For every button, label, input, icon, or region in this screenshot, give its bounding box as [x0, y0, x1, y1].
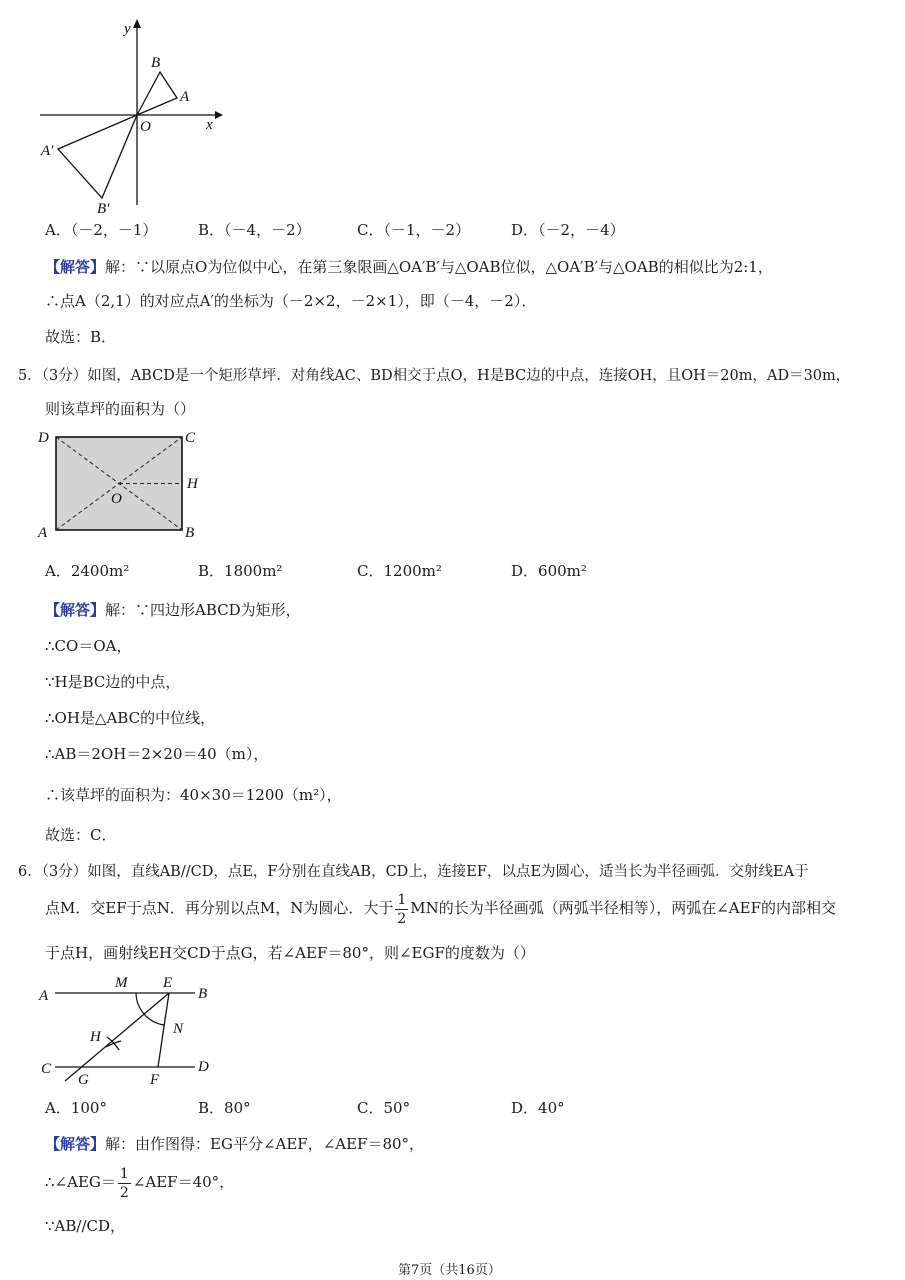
label-B: B: [185, 525, 195, 541]
label-E: E: [163, 975, 173, 991]
q5-stem-line-2: 则该草坪的面积为（）: [45, 400, 196, 418]
q4-solution-line-2: ∴点A（2,1）的对应点A′的坐标为（－2×2，－2×1），即（－4，－2）．: [45, 292, 537, 310]
q6-solution-line-2: [45, 1162, 234, 1202]
q5-stem-line-1: 5．（3分）如图，ABCD是一个矩形草坪．对角线AC、BD相交于点O，H是BC边的中点，连接OH，且OH＝20m，AD＝30m，: [18, 368, 851, 384]
q6-stem-line-3: 于点H，画射线EH交CD于点G，若∠AEF＝80°，则∠EGF的度数为（）: [45, 944, 535, 962]
option-b: B．80°: [198, 1099, 251, 1117]
ray-EG: [65, 993, 169, 1081]
y-axis-arrow: [133, 19, 141, 28]
label-B-prime: B′: [97, 201, 110, 215]
label-D: D: [38, 430, 49, 446]
figure-rectangle-lawn: [35, 425, 215, 545]
q6-sol1: 解：由作图得：EG平分∠AEF，∠AEF＝80°，: [105, 1135, 425, 1153]
fraction-one-half: $\frac{1}{2}$: [397, 891, 407, 927]
label-N: N: [173, 1021, 184, 1037]
q6-stem2a: 点M．交EF于点N．再分别以点M，N为圆心．大于: [45, 899, 394, 917]
q5-solution-line-1: [45, 599, 301, 620]
q6-stem2b: MN的长为半径画弧（两弧半径相等），两弧在∠AEF的内部相交: [410, 899, 836, 917]
figure-coordinate-triangles: [30, 15, 230, 215]
label-C: C: [185, 430, 196, 446]
label-y: y: [124, 21, 131, 37]
label-M: M: [115, 975, 128, 991]
figure-parallel-lines: [35, 970, 220, 1090]
option-d: D．40°: [511, 1099, 565, 1117]
label-B: B: [151, 55, 161, 71]
answer-tag: 【解答】: [45, 601, 106, 619]
option-a: A．2400m²: [45, 562, 130, 580]
label-O: O: [140, 119, 151, 135]
label-D: D: [198, 1059, 209, 1075]
option-c: C．1200m²: [357, 562, 442, 580]
q5-solution-line-6: ∴该草坪的面积为：40×30＝1200（m²），: [45, 786, 342, 804]
option-c: C．（－1，－2）: [357, 221, 471, 239]
option-b: B．1800m²: [198, 562, 283, 580]
q5-solution-line-3: ∵H是BC边的中点，: [45, 673, 181, 691]
q6-solution-line-3: ∵AB//CD，: [45, 1217, 126, 1235]
q4-solution-line-3: 故选：B．: [45, 328, 117, 346]
segment-EF: [158, 993, 169, 1067]
q4-sol1: 解：∵以原点O为位似中心，在第三象限画△OA′B′与△OAB位似，△OA′B′与△OAB的相似比为2:1，: [105, 258, 773, 276]
q6-stem-line-2: [45, 888, 836, 928]
q5-solution-line-4: ∴OH是△ABC的中位线，: [45, 709, 216, 727]
label-H: H: [187, 476, 198, 492]
option-a: A．100°: [45, 1099, 107, 1117]
answer-tag: 【解答】: [45, 1135, 106, 1153]
label-A: A: [39, 988, 49, 1004]
q5-solution-line-7: 故选：C．: [45, 826, 117, 844]
label-H: H: [90, 1029, 101, 1045]
label-A: A: [180, 89, 190, 105]
label-A: A: [38, 525, 48, 541]
label-F: F: [150, 1072, 160, 1088]
q5-sol1: 解：∵四边形ABCD为矩形，: [105, 601, 301, 619]
answer-tag: 【解答】: [45, 258, 106, 276]
q6-sol2b: ∠AEF＝40°，: [132, 1173, 235, 1191]
label-A-prime: A′: [41, 143, 54, 159]
label-x: x: [206, 117, 213, 133]
q6-stem-line-1: 6．（3分）如图，直线AB//CD，点E，F分别在直线AB，CD上，连接EF，以点E为圆心，适当长为半径画弧．交射线EA于: [18, 864, 809, 880]
label-B: B: [198, 986, 208, 1002]
triangle-OAB: [137, 72, 177, 115]
fraction-one-half: $\frac{1}{2}$: [119, 1165, 129, 1201]
x-axis-arrow: [215, 111, 223, 119]
option-b: B．（－4，－2）: [198, 221, 311, 239]
q5-solution-line-5: ∴AB＝2OH＝2×20＝40（m），: [45, 745, 269, 763]
label-O: O: [111, 491, 122, 507]
label-G: G: [78, 1072, 89, 1088]
q5-solution-line-2: ∴CO＝OA，: [45, 637, 132, 655]
q6-solution-line-1: [45, 1133, 424, 1154]
q4-solution-line-1: [45, 256, 773, 277]
page-footer: 第7页（共16页）: [398, 1263, 501, 1278]
option-a: A．（－2，－1）: [45, 221, 158, 239]
q6-sol2a: ∴∠AEG＝: [45, 1173, 116, 1191]
option-d: D．（－2，－4）: [511, 221, 625, 239]
label-C: C: [41, 1061, 52, 1077]
option-d: D．600m²: [511, 562, 587, 580]
triangle-OA2B2: [58, 115, 137, 198]
option-c: C．50°: [357, 1099, 411, 1117]
